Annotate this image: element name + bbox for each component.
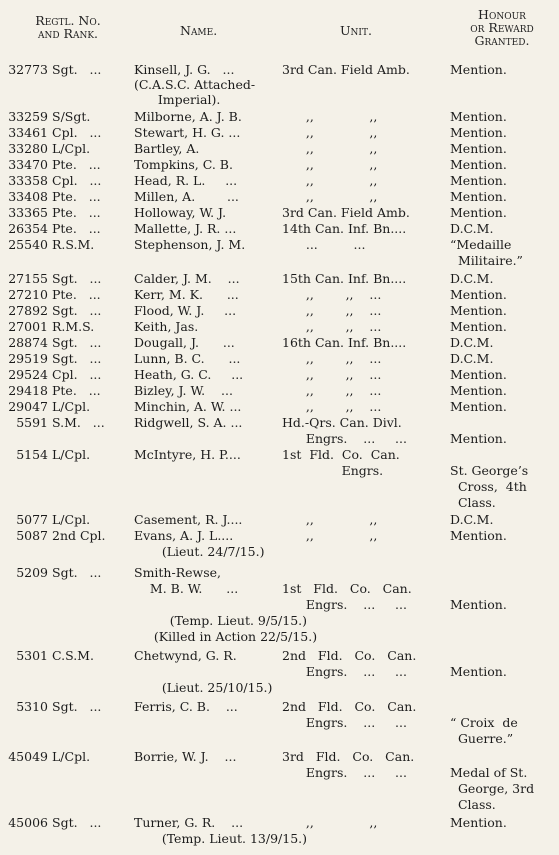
cell-rank: L/Cpl. [52,399,91,414]
cell-regtl-number: 33358 [8,173,48,188]
cell-regtl-number: 5301 [16,648,48,663]
table-row [0,447,559,463]
table-row [0,495,559,511]
cell-name: Chetwynd, G. R. [134,648,237,663]
table-row [0,109,559,125]
table-row [0,303,559,319]
cell-rank: Pte. ... [52,383,101,398]
cell-regtl-number: 27892 [8,303,48,318]
cell-unit: ,, ,, ... [282,383,382,398]
table-row [0,271,559,287]
table-row [0,581,559,597]
cell-honour: Mention. [450,383,507,398]
column-header-honour [448,8,556,47]
table-row [0,205,559,221]
cell-name: Millen, A. ... [134,189,239,204]
cell-honour: D.C.M. [450,512,494,527]
cell-honour: Class. [450,495,496,510]
cell-unit: 3rd Fld. Co. Can. [282,749,415,764]
cell-rank: Sgt. ... [52,62,102,77]
cell-unit: ,, ,, ... [282,287,382,302]
table-row [0,415,559,431]
cell-unit: ,, ,, ... [282,399,382,414]
cell-rank: 2nd Cpl. [52,528,106,543]
cell-name: Turner, G. R. ... [134,815,244,830]
table-row [0,92,559,108]
cell-regtl-number: 5077 [16,512,48,527]
table-row [0,749,559,765]
cell-regtl-number: 33365 [8,205,48,220]
cell-honour: Mention. [450,125,507,140]
header-and-rank: and Rank. [37,26,99,41]
cell-name: Stewart, H. G. ... [134,125,241,140]
cell-honour: Mention. [450,157,507,172]
cell-name: Evans, A. J. L.... [134,528,234,543]
cell-honour: Mention. [450,173,507,188]
cell-unit: Hd.-Qrs. Can. Divl. [282,415,402,430]
cell-unit: 16th Can. Inf. Bn.... [282,335,407,350]
cell-honour: Mention. [450,399,507,414]
cell-name: McIntyre, H. P.... [134,447,241,462]
cell-regtl-number: 27001 [8,319,48,334]
cell-rank: Cpl. ... [52,367,102,382]
cell-regtl-number: 33470 [8,157,48,172]
table-row [0,77,559,93]
table-row [0,479,559,495]
cell-regtl-number: 5310 [16,699,48,714]
table-row [0,287,559,303]
header-or-reward: or Reward [470,20,534,35]
cell-regtl-number: 5087 [16,528,48,543]
cell-regtl-number: 25540 [8,237,48,252]
cell-name: Calder, J. M. ... [134,271,240,286]
cell-regtl-number: 45006 [8,815,48,830]
cell-unit: Engrs. [282,463,384,478]
cell-name: (Temp. Lieut. 13/9/15.) [134,831,308,846]
cell-honour: Mention. [450,109,507,124]
cell-name: Holloway, W. J. [134,205,227,220]
table-row [0,62,559,78]
cell-honour: Mention. [450,597,507,612]
cell-unit: ,, ,, [282,125,378,140]
table-row [0,383,559,399]
cell-unit: 3rd Can. Field Amb. [282,205,410,220]
cell-regtl-number: 29047 [8,399,48,414]
cell-rank: C.S.M. [52,648,94,663]
cell-regtl-number: 29519 [8,351,48,366]
table-row [0,699,559,715]
cell-regtl-number: 28874 [8,335,48,350]
cell-honour: Mention. [450,205,507,220]
table-row [0,731,559,747]
table-row [0,253,559,269]
table-row [0,512,559,528]
cell-unit: 14th Can. Inf. Bn.... [282,221,407,236]
cell-name: Stephenson, J. M. [134,237,246,252]
header-regtl-no: Regtl. No. [35,13,101,28]
cell-rank: Sgt. ... [52,815,102,830]
cell-name: M. B. W. ... [134,581,239,596]
table-row [0,613,559,629]
table-row [0,141,559,157]
table-row [0,125,559,141]
cell-unit: Engrs. ... ... [282,664,407,679]
cell-rank: S/Sgt. [52,109,91,124]
table-row [0,335,559,351]
cell-name: Kinsell, J. G. ... [134,62,235,77]
cell-regtl-number: 5209 [16,565,48,580]
table-row [0,351,559,367]
cell-regtl-number: 33461 [8,125,48,140]
cell-honour: D.C.M. [450,221,494,236]
cell-name: Kerr, M. K. ... [134,287,239,302]
cell-name: Head, R. L. ... [134,173,238,188]
cell-unit: ,, ,, [282,157,378,172]
cell-honour: Mention. [450,431,507,446]
table-row [0,431,559,447]
column-header-regtl-no-rank [8,14,128,40]
cell-name: (Lieut. 25/10/15.) [134,680,273,695]
table-row [0,565,559,581]
cell-rank: Sgt. ... [52,303,102,318]
cell-name: Bartley, A. [134,141,200,156]
table-row [0,463,559,479]
cell-honour: Militaire.” [450,253,523,268]
cell-honour: D.C.M. [450,351,494,366]
table-row [0,597,559,613]
cell-rank: L/Cpl. [52,141,91,156]
table-row [0,831,559,847]
cell-rank: Sgt. ... [52,565,102,580]
cell-unit: 2nd Fld. Co. Can. [282,699,417,714]
cell-rank: Cpl. ... [52,173,102,188]
cell-unit: Engrs. ... ... [282,431,407,446]
cell-unit: ,, ,, [282,512,378,527]
cell-honour: George, 3rd [450,781,535,796]
table-row [0,399,559,415]
cell-honour: Mention. [450,189,507,204]
cell-name: (C.A.S.C. Attached- [134,77,256,92]
cell-rank: Pte. ... [52,287,101,302]
cell-name: Ferris, C. B. ... [134,699,238,714]
cell-unit: ,, ,, [282,109,378,124]
cell-rank: S.M. ... [52,415,105,430]
header-honour: Honour [478,7,526,22]
cell-unit: ,, ,, [282,528,378,543]
cell-name: Minchin, A. W. ... [134,399,242,414]
cell-unit: ,, ,, [282,173,378,188]
table-row [0,781,559,797]
table-row [0,221,559,237]
cell-rank: Sgt. ... [52,351,102,366]
cell-rank: R.M.S. [52,319,95,334]
cell-unit: Engrs. ... ... [282,597,407,612]
cell-rank: Pte. ... [52,205,101,220]
cell-name: Borrie, W. J. ... [134,749,237,764]
cell-honour: Medal of St. [450,765,528,780]
cell-honour: Cross, 4th [450,479,527,494]
cell-rank: L/Cpl. [52,512,91,527]
table-row [0,173,559,189]
cell-regtl-number: 26354 [8,221,48,236]
cell-rank: Sgt. ... [52,271,102,286]
cell-rank: Pte. ... [52,221,101,236]
cell-regtl-number: 45049 [8,749,48,764]
cell-rank: R.S.M. [52,237,95,252]
cell-regtl-number: 27155 [8,271,48,286]
cell-rank: Sgt. ... [52,335,102,350]
cell-honour: Mention. [450,528,507,543]
cell-rank: Pte. ... [52,189,101,204]
cell-honour: Mention. [450,303,507,318]
cell-regtl-number: 29418 [8,383,48,398]
cell-unit: 1st Fld. Co. Can. [282,447,400,462]
cell-name: Ridgwell, S. A. ... [134,415,243,430]
table-row [0,319,559,335]
cell-regtl-number: 5591 [16,415,48,430]
cell-name: Mallette, J. R. ... [134,221,237,236]
cell-honour: Mention. [450,141,507,156]
table-row [0,189,559,205]
table-row [0,528,559,544]
cell-name: Flood, W. J. ... [134,303,237,318]
table-row [0,648,559,664]
cell-honour: Mention. [450,287,507,302]
cell-honour: Mention. [450,815,507,830]
cell-honour: “Medaille [450,237,512,252]
cell-unit: 15th Can. Inf. Bn.... [282,271,407,286]
cell-rank: L/Cpl. [52,749,91,764]
table-row [0,237,559,253]
table-row [0,815,559,831]
cell-honour: Mention. [450,62,507,77]
table-row [0,367,559,383]
cell-name: Bizley, J. W. ... [134,383,233,398]
cell-honour: D.C.M. [450,335,494,350]
cell-name: Casement, R. J.... [134,512,243,527]
cell-regtl-number: 33259 [8,109,48,124]
table-row [0,765,559,781]
cell-unit: ,, ,, ... [282,319,382,334]
cell-honour: “ Croix de [450,715,518,730]
cell-unit: ,, ,, ... [282,367,382,382]
cell-honour: D.C.M. [450,271,494,286]
cell-name: (Killed in Action 22/5/15.) [134,629,318,644]
cell-unit: ,, ,, ... [282,351,382,366]
cell-name: Lunn, B. C. ... [134,351,241,366]
cell-unit: ,, ,, [282,189,378,204]
cell-rank: Cpl. ... [52,125,102,140]
table-row [0,715,559,731]
cell-honour: St. George’s [450,463,529,478]
cell-name: Milborne, A. J. B. [134,109,242,124]
table-row [0,664,559,680]
cell-name: Imperial). [134,92,221,107]
cell-rank: L/Cpl. [52,447,91,462]
cell-honour: Mention. [450,367,507,382]
column-header-name: Name. [180,23,218,38]
cell-honour: Guerre.” [450,731,514,746]
cell-regtl-number: 29524 [8,367,48,382]
cell-name: Dougall, J. ... [134,335,235,350]
cell-regtl-number: 27210 [8,287,48,302]
table-row [0,680,559,696]
table-row [0,157,559,173]
cell-name: (Lieut. 24/7/15.) [134,544,265,559]
cell-rank: Sgt. ... [52,699,102,714]
cell-unit: 2nd Fld. Co. Can. [282,648,417,663]
cell-unit: ,, ,, [282,815,378,830]
cell-unit: ,, ,, ... [282,303,382,318]
header-granted: Granted. [474,33,530,48]
cell-honour: Mention. [450,664,507,679]
cell-name: Keith, Jas. [134,319,199,334]
cell-regtl-number: 5154 [16,447,48,462]
table-row [0,544,559,560]
cell-regtl-number: 33408 [8,189,48,204]
cell-regtl-number: 33280 [8,141,48,156]
cell-unit: Engrs. ... ... [282,765,407,780]
cell-regtl-number: 32773 [8,62,48,77]
cell-unit: Engrs. ... ... [282,715,407,730]
column-header-unit: Unit. [340,23,372,38]
cell-name: (Temp. Lieut. 9/5/15.) [134,613,308,628]
cell-unit: 3rd Can. Field Amb. [282,62,410,77]
cell-unit: 1st Fld. Co. Can. [282,581,412,596]
cell-unit: ... ... [282,237,366,252]
cell-name: Heath, G. C. ... [134,367,244,382]
table-row [0,797,559,813]
cell-name: Smith-Rewse, [134,565,222,580]
cell-honour: Class. [450,797,496,812]
cell-honour: Mention. [450,319,507,334]
table-row [0,629,559,645]
cell-name: Tompkins, C. B. [134,157,233,172]
cell-rank: Pte. ... [52,157,101,172]
cell-unit: ,, ,, [282,141,378,156]
